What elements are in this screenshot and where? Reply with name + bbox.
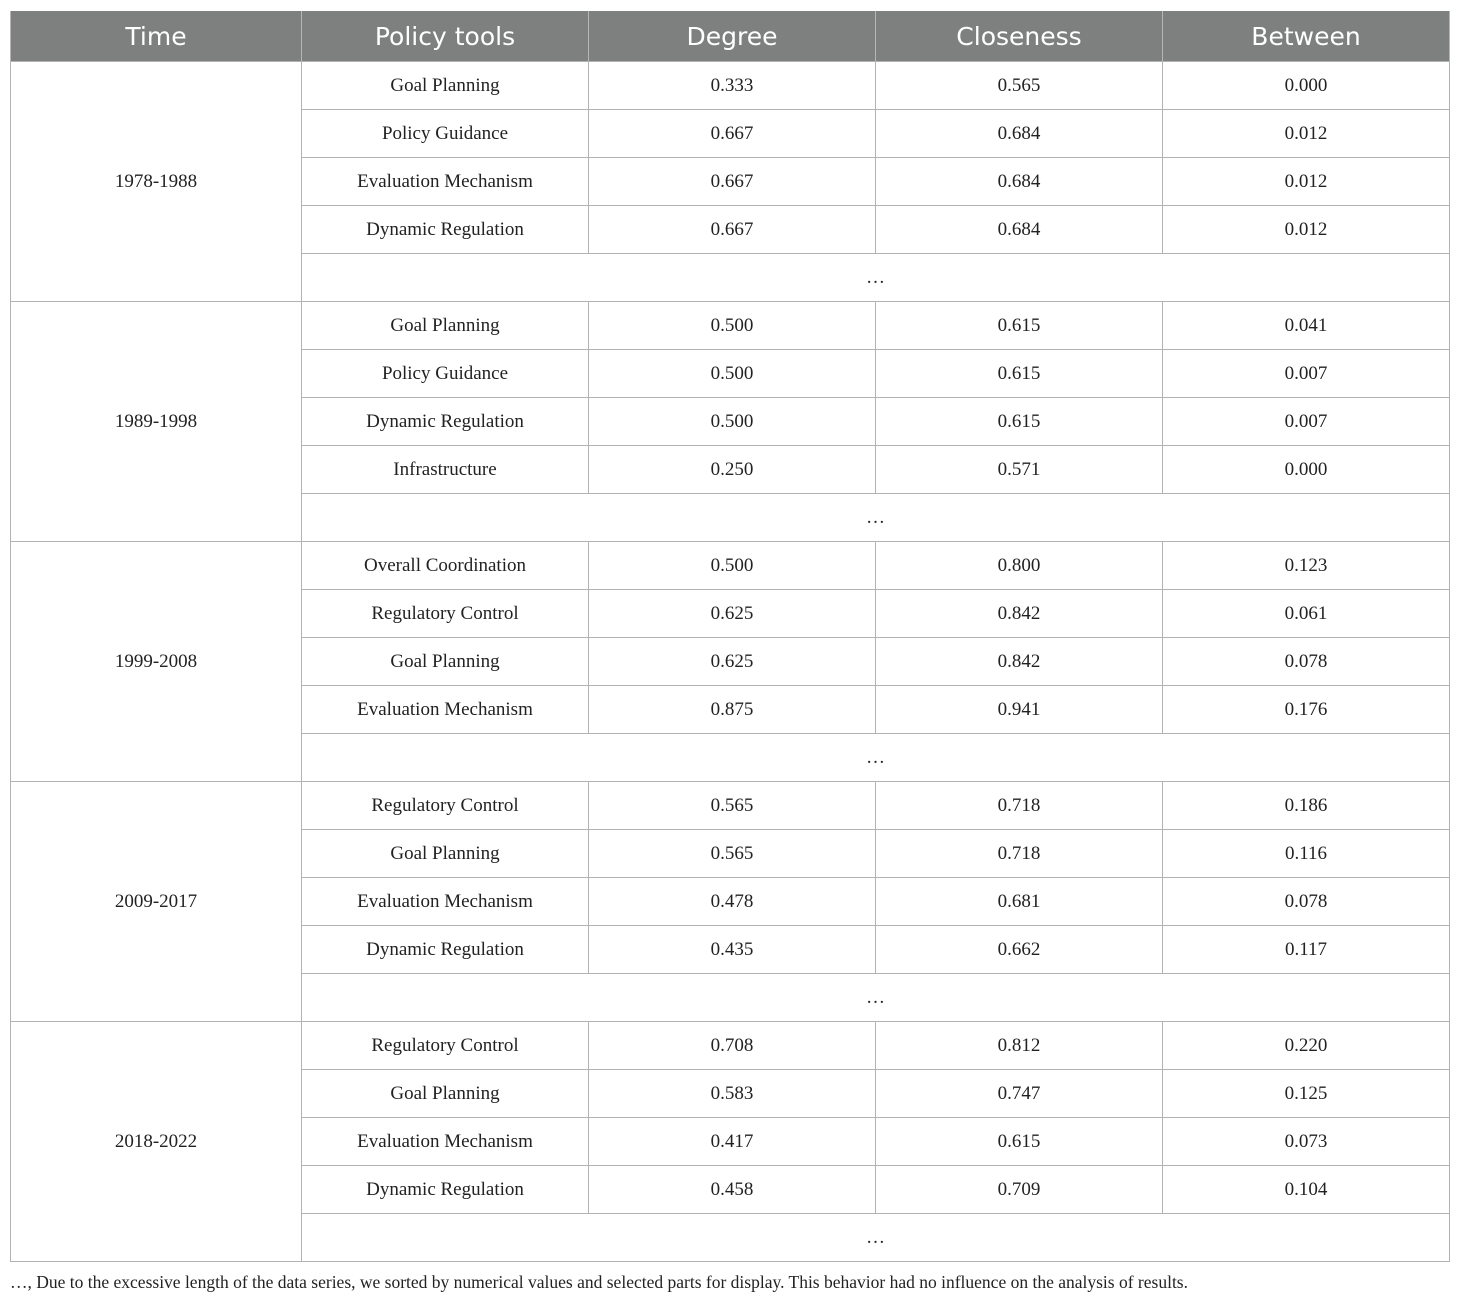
between-cell: 0.007 [1163, 398, 1450, 446]
between-cell: 0.104 [1163, 1166, 1450, 1214]
policy-tool-cell: Evaluation Mechanism [302, 686, 589, 734]
closeness-cell: 0.718 [876, 782, 1163, 830]
closeness-cell: 0.615 [876, 1118, 1163, 1166]
policy-tool-cell: Goal Planning [302, 830, 589, 878]
policy-tool-cell: Dynamic Regulation [302, 1166, 589, 1214]
policy-tool-cell: Evaluation Mechanism [302, 878, 589, 926]
closeness-cell: 0.684 [876, 206, 1163, 254]
policy-tool-cell: Policy Guidance [302, 350, 589, 398]
policy-tool-cell: Goal Planning [302, 1070, 589, 1118]
table-row [11, 1022, 1450, 1070]
closeness-cell: 0.615 [876, 350, 1163, 398]
degree-cell: 0.667 [589, 110, 876, 158]
time-period-cell: 2009-2017 [11, 782, 302, 1022]
between-cell: 0.061 [1163, 590, 1450, 638]
policy-tools-table [10, 11, 1450, 1262]
policy-tool-cell: Overall Coordination [302, 542, 589, 590]
between-cell: 0.125 [1163, 1070, 1450, 1118]
policy-tool-cell: Goal Planning [302, 638, 589, 686]
degree-cell: 0.667 [589, 158, 876, 206]
policy-tool-cell: Dynamic Regulation [302, 926, 589, 974]
degree-cell: 0.565 [589, 782, 876, 830]
policy-tool-cell: Regulatory Control [302, 1022, 589, 1070]
header-policy-tools: Policy tools [302, 11, 589, 62]
header-closeness: Closeness [876, 11, 1163, 62]
between-cell: 0.123 [1163, 542, 1450, 590]
between-cell: 0.012 [1163, 110, 1450, 158]
table-body [11, 62, 1450, 1262]
closeness-cell: 0.842 [876, 638, 1163, 686]
ellipsis-cell: … [302, 254, 1450, 302]
degree-cell: 0.333 [589, 62, 876, 110]
between-cell: 0.186 [1163, 782, 1450, 830]
degree-cell: 0.625 [589, 590, 876, 638]
time-period-cell: 2018-2022 [11, 1022, 302, 1262]
degree-cell: 0.500 [589, 350, 876, 398]
closeness-cell: 0.571 [876, 446, 1163, 494]
policy-tool-cell: Goal Planning [302, 302, 589, 350]
policy-tool-cell: Policy Guidance [302, 110, 589, 158]
header-between: Between [1163, 11, 1450, 62]
policy-tool-cell: Regulatory Control [302, 782, 589, 830]
closeness-cell: 0.684 [876, 158, 1163, 206]
between-cell: 0.117 [1163, 926, 1450, 974]
between-cell: 0.176 [1163, 686, 1450, 734]
closeness-cell: 0.615 [876, 302, 1163, 350]
closeness-cell: 0.842 [876, 590, 1163, 638]
between-cell: 0.007 [1163, 350, 1450, 398]
time-period-cell: 1989-1998 [11, 302, 302, 542]
degree-cell: 0.500 [589, 302, 876, 350]
time-period-cell: 1999-2008 [11, 542, 302, 782]
ellipsis-cell: … [302, 974, 1450, 1022]
degree-cell: 0.565 [589, 830, 876, 878]
closeness-cell: 0.565 [876, 62, 1163, 110]
between-cell: 0.012 [1163, 158, 1450, 206]
closeness-cell: 0.747 [876, 1070, 1163, 1118]
policy-tool-cell: Goal Planning [302, 62, 589, 110]
degree-cell: 0.583 [589, 1070, 876, 1118]
closeness-cell: 0.615 [876, 398, 1163, 446]
degree-cell: 0.500 [589, 398, 876, 446]
degree-cell: 0.875 [589, 686, 876, 734]
between-cell: 0.012 [1163, 206, 1450, 254]
closeness-cell: 0.681 [876, 878, 1163, 926]
degree-cell: 0.625 [589, 638, 876, 686]
header-time: Time [11, 11, 302, 62]
degree-cell: 0.417 [589, 1118, 876, 1166]
between-cell: 0.220 [1163, 1022, 1450, 1070]
degree-cell: 0.500 [589, 542, 876, 590]
between-cell: 0.073 [1163, 1118, 1450, 1166]
degree-cell: 0.435 [589, 926, 876, 974]
closeness-cell: 0.800 [876, 542, 1163, 590]
header-row [11, 11, 1450, 62]
between-cell: 0.078 [1163, 638, 1450, 686]
between-cell: 0.000 [1163, 446, 1450, 494]
closeness-cell: 0.662 [876, 926, 1163, 974]
ellipsis-cell: … [302, 494, 1450, 542]
between-cell: 0.116 [1163, 830, 1450, 878]
policy-tool-cell: Evaluation Mechanism [302, 1118, 589, 1166]
table-row [11, 542, 1450, 590]
degree-cell: 0.667 [589, 206, 876, 254]
time-period-cell: 1978-1988 [11, 62, 302, 302]
table-row [11, 62, 1450, 110]
policy-tool-cell: Dynamic Regulation [302, 206, 589, 254]
degree-cell: 0.708 [589, 1022, 876, 1070]
policy-tool-cell: Dynamic Regulation [302, 398, 589, 446]
closeness-cell: 0.709 [876, 1166, 1163, 1214]
degree-cell: 0.478 [589, 878, 876, 926]
between-cell: 0.000 [1163, 62, 1450, 110]
between-cell: 0.041 [1163, 302, 1450, 350]
closeness-cell: 0.684 [876, 110, 1163, 158]
policy-tool-cell: Evaluation Mechanism [302, 158, 589, 206]
header-degree: Degree [589, 11, 876, 62]
between-cell: 0.078 [1163, 878, 1450, 926]
table-row [11, 302, 1450, 350]
policy-tool-cell: Infrastructure [302, 446, 589, 494]
ellipsis-cell: … [302, 734, 1450, 782]
degree-cell: 0.250 [589, 446, 876, 494]
closeness-cell: 0.812 [876, 1022, 1163, 1070]
table-footnote: …, Due to the excessive length of the data series, we sorted by numerical values and selected parts for display. This behavior had no influence on the analysis of results. [10, 1272, 1188, 1292]
closeness-cell: 0.718 [876, 830, 1163, 878]
ellipsis-cell: … [302, 1214, 1450, 1262]
degree-cell: 0.458 [589, 1166, 876, 1214]
closeness-cell: 0.941 [876, 686, 1163, 734]
policy-tool-cell: Regulatory Control [302, 590, 589, 638]
table-row [11, 782, 1450, 830]
